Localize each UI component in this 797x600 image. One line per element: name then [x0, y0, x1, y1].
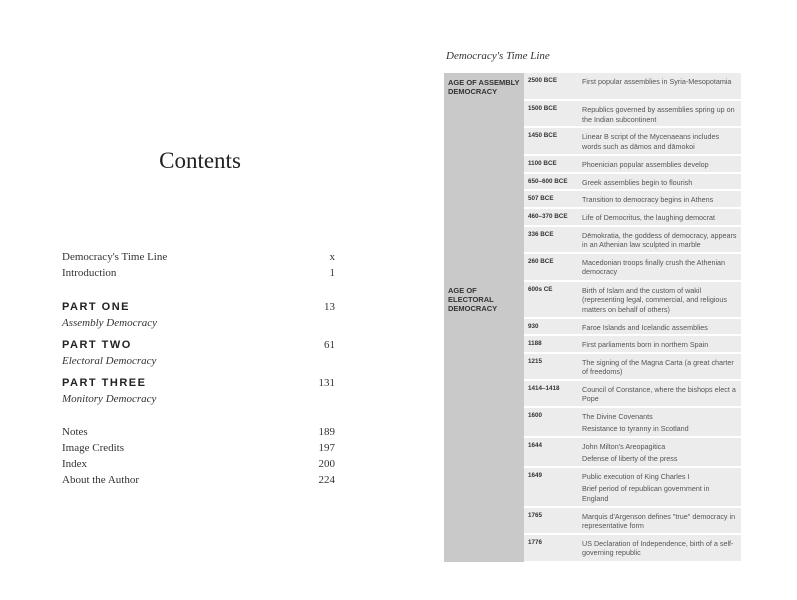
timeline-text: US Declaration of Independence, birth of a self-governing republic — [582, 538, 734, 557]
toc-page: 224 — [318, 474, 335, 486]
timeline-date: 260 BCE — [524, 253, 578, 281]
toc-part-one[interactable] — [62, 299, 335, 331]
timeline-date: 1215 — [524, 353, 578, 380]
toc-entry[interactable] — [62, 265, 335, 281]
part-label: PART ONE — [62, 301, 131, 313]
timeline-desc — [578, 155, 741, 173]
timeline-desc — [578, 507, 741, 534]
timeline-text: First parliaments born in northern Spain — [582, 340, 709, 349]
timeline-text: Birth of Islam and the custom of wakil (representing legal, commercial, and religious matters on behalf of others) — [582, 285, 728, 314]
timeline-date: 650–600 BCE — [524, 173, 578, 191]
timeline-date: 1776 — [524, 534, 578, 562]
timeline-text: Public execution of King Charles I — [582, 471, 690, 481]
contents-title: Contents — [159, 148, 241, 173]
timeline-title: Democracy's Time Line — [446, 50, 550, 62]
part-subtitle: Assembly Democracy — [62, 317, 157, 329]
toc-back — [62, 424, 335, 488]
timeline-text: Faroe Islands and Icelandic assemblies — [582, 322, 708, 332]
timeline-date: 1600 — [524, 407, 578, 437]
timeline-desc — [578, 380, 741, 407]
timeline-date: 1414–1418 — [524, 380, 578, 407]
timeline-desc — [578, 353, 741, 380]
timeline-text: Linear B script of the Mycenaeans includes words such as dāmos and dāmokoi — [582, 132, 720, 151]
timeline-text: Phoenician popular assemblies develop — [582, 160, 709, 169]
toc-entry[interactable] — [62, 424, 335, 440]
timeline-text: John Milton's Areopagitica — [582, 441, 666, 451]
toc-entry[interactable] — [62, 472, 335, 488]
timeline-desc — [578, 73, 741, 100]
toc-entry[interactable] — [62, 456, 335, 472]
part-subtitle: Monitory Democracy — [62, 393, 157, 405]
timeline-text: The Divine Covenants — [582, 411, 653, 421]
toc-label: About the Author — [62, 474, 139, 486]
timeline-desc — [578, 253, 741, 281]
timeline-table — [444, 73, 741, 563]
timeline-date: 1188 — [524, 335, 578, 353]
timeline-text: Marquis d'Argenson defines "true" democracy in representative form — [582, 511, 736, 530]
timeline-desc — [578, 226, 741, 253]
age-label: AGE OF ELECTORAL DEMOCRACY — [444, 281, 524, 562]
toc-page: 197 — [318, 442, 335, 454]
timeline-date: 507 BCE — [524, 190, 578, 208]
part-label: PART TWO — [62, 339, 132, 351]
toc-part-two[interactable] — [62, 337, 335, 369]
timeline-text-secondary: Brief period of republican government in England — [582, 484, 710, 503]
timeline-date: 1450 BCE — [524, 127, 578, 155]
timeline-desc — [578, 173, 741, 191]
timeline-desc — [578, 467, 741, 507]
timeline-desc — [578, 208, 741, 226]
toc-label: Notes — [62, 426, 88, 438]
age-label: AGE OF ASSEMBLY DEMOCRACY — [444, 73, 524, 281]
timeline-date: 1500 BCE — [524, 100, 578, 127]
timeline-text: Council of Constance, where the bishops elect a Pope — [582, 384, 736, 403]
timeline-row — [444, 73, 741, 100]
timeline-desc — [578, 318, 741, 336]
timeline-date: 1765 — [524, 507, 578, 534]
timeline-date: 1644 — [524, 437, 578, 467]
timeline-date: 930 — [524, 318, 578, 336]
timeline-text: Life of Democritus, the laughing democrat — [582, 212, 716, 222]
toc-label: Image Credits — [62, 442, 125, 454]
timeline-desc — [578, 534, 741, 562]
timeline-text: First popular assemblies in Syria-Mesopotamia — [582, 77, 732, 86]
toc-entry[interactable] — [62, 249, 335, 265]
timeline-row — [444, 281, 741, 318]
timeline-date: 1649 — [524, 467, 578, 507]
timeline-desc — [578, 437, 741, 467]
timeline-desc — [578, 281, 741, 318]
timeline-desc — [578, 335, 741, 353]
timeline-date: 336 BCE — [524, 226, 578, 253]
timeline-desc — [578, 100, 741, 127]
toc-label: Introduction — [62, 267, 117, 279]
toc-front — [62, 249, 335, 281]
timeline-text-secondary: Defense of liberty of the press — [582, 454, 678, 463]
timeline-desc — [578, 127, 741, 155]
toc-page: x — [329, 251, 335, 263]
timeline-text: Transition to democracy begins in Athens — [582, 195, 714, 204]
timeline-text: Macedonian troops finally crush the Athenian democracy — [582, 257, 726, 276]
timeline-text: The signing of the Magna Carta (a great charter of freedoms) — [582, 357, 734, 376]
timeline-date: 1100 BCE — [524, 155, 578, 173]
toc-page: 61 — [324, 339, 335, 351]
timeline-desc — [578, 190, 741, 208]
toc-page: 1 — [329, 267, 335, 279]
timeline-date: 600s CE — [524, 281, 578, 318]
part-subtitle: Electoral Democracy — [62, 355, 157, 367]
timeline-desc — [578, 407, 741, 437]
toc-page: 131 — [318, 377, 335, 389]
toc-part-three[interactable] — [62, 375, 335, 407]
timeline-text: Greek assemblies begin to flourish — [582, 177, 693, 187]
timeline-date: 460–370 BCE — [524, 208, 578, 226]
timeline-date: 2500 BCE — [524, 73, 578, 100]
toc-page: 200 — [318, 458, 335, 470]
toc-page: 13 — [324, 301, 335, 313]
part-label: PART THREE — [62, 377, 147, 389]
toc-entry[interactable] — [62, 440, 335, 456]
timeline-text-secondary: Resistance to tyranny in Scotland — [582, 424, 689, 433]
timeline-text: Republics governed by assemblies spring up on the Indian subcontinent — [582, 105, 735, 124]
toc-label: Index — [62, 458, 88, 470]
toc-label: Democracy's Time Line — [62, 251, 168, 263]
timeline-text: Dēmokratia, the goddess of democracy, appears in an Athenian law sculpted in marble — [582, 230, 737, 249]
toc-page: 189 — [318, 426, 335, 438]
